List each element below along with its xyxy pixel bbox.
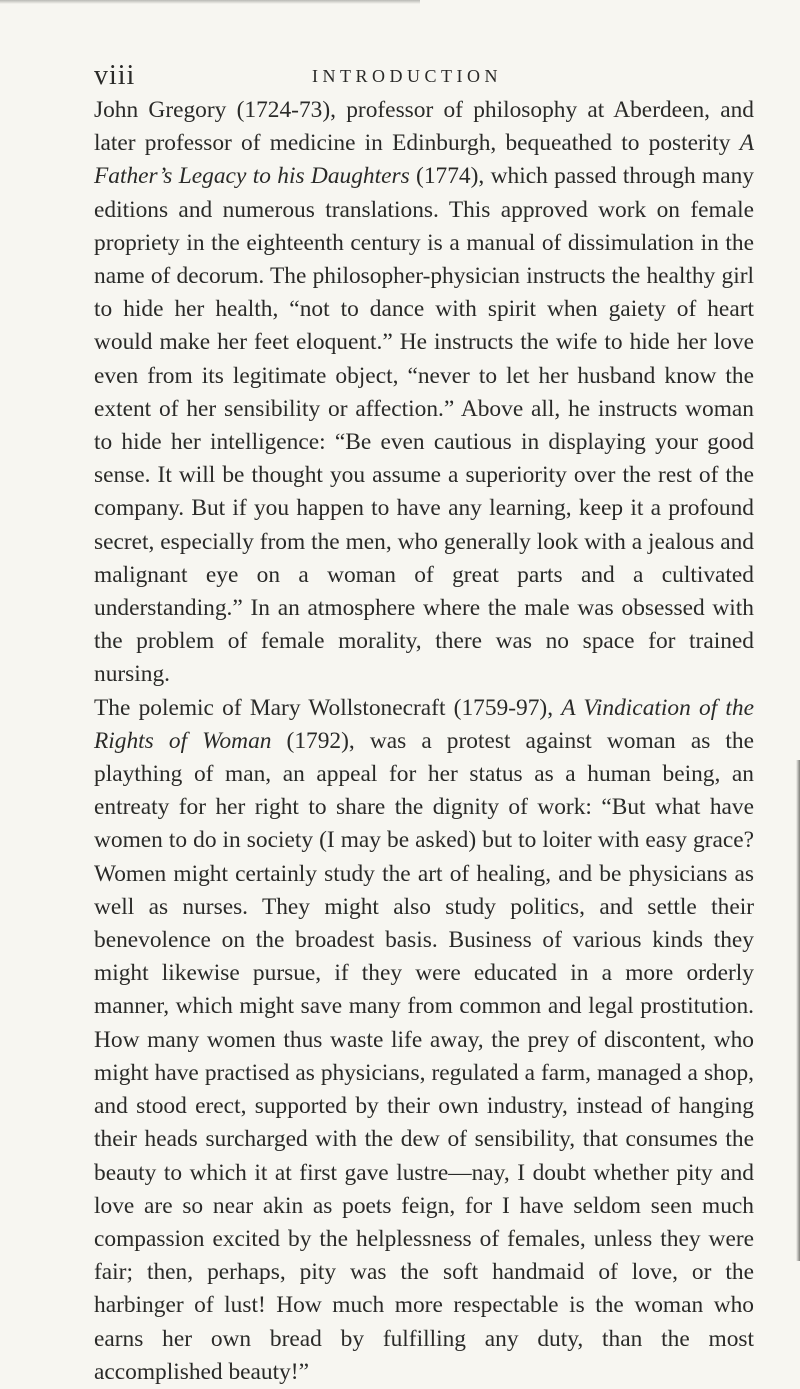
paragraph-gregory [94, 94, 754, 692]
paragraph-wollstonecraft-rest: (1792), was a protest against woman as the plaything of man, an appeal for her status as a human being, an entreaty for her right to share the dignity of work: “But what have women to do in society (I may be asked) but to loiter with easy grace? Women might certainly study the art of healing, and be physicians as well as nurses. They might also study politics, and settle their benevolence on the broadest basis. Business of various kinds they might likewise pursue, if they were educated in a more orderly manner, which might save many from common and legal prostitution. How many women thus waste life away, the prey of discontent, who might have practised as physicians, regulated a farm, managed a shop, and stood erect, supported by their own industry, instead of hanging their heads surcharged with the dew of sensibility, that consumes the beauty to which it at first gave lustre—nay, I doubt whether pity and love are so near akin as poets feign, for I have seldom seen much compassion excited by the helplessness of females, unless they were fair; then, perhaps, pity was the soft handmaid of love, or the harbinger of lust! How much more respectable is the woman who earns her own bread by fulfilling any duty, than the most accomplished beauty!” [94, 727, 754, 1385]
body-text [94, 94, 754, 1389]
paragraph-gregory-intro: John Gregory (1724-73), professor of philosophy at Aberdeen, and later professor of medicine in Edinburgh, bequeathed to posterity [94, 97, 754, 157]
book-title-fathers-legacy: A Father’s Legacy to his Daughters [94, 130, 754, 190]
page-number: viii [94, 60, 136, 91]
page-content [94, 54, 754, 1389]
book-title-vindication: A Vindication of the Rights of Woman [94, 694, 754, 754]
running-head [94, 54, 754, 90]
running-title: INTRODUCTION [312, 66, 502, 86]
scan-shadow-right [796, 760, 800, 1261]
paragraph-wollstonecraft [94, 692, 754, 1389]
scan-shadow-top [0, 0, 420, 4]
paragraph-gregory-rest: (1774), which passed through many editions and numerous translations. This approved work on female propriety in the eighteenth century is a manual of dissimulation in the name of decorum. The philosopher-physician instructs the healthy girl to hide her health, “not to dance with spirit when gaiety of heart would make her feet eloquent.” He instructs the wife to hide her love even from its legitimate object, “never to let her husband know the extent of her sensibility or affection.” Above all, he instructs woman to hide her intelligence: “Be even cautious in displaying your good sense. It will be thought you assume a superiority over the rest of the company. But if you happen to have any learning, keep it a profound secret, especially from the men, who generally look with a jealous and malignant eye on a woman of great parts and a cultivated understanding.” In an atmosphere where the male was obsessed with the problem of female morality, there was no space for trained nursing. [94, 163, 754, 688]
paragraph-wollstonecraft-intro: The polemic of Mary Wollstonecraft (1759-97), [94, 694, 562, 721]
